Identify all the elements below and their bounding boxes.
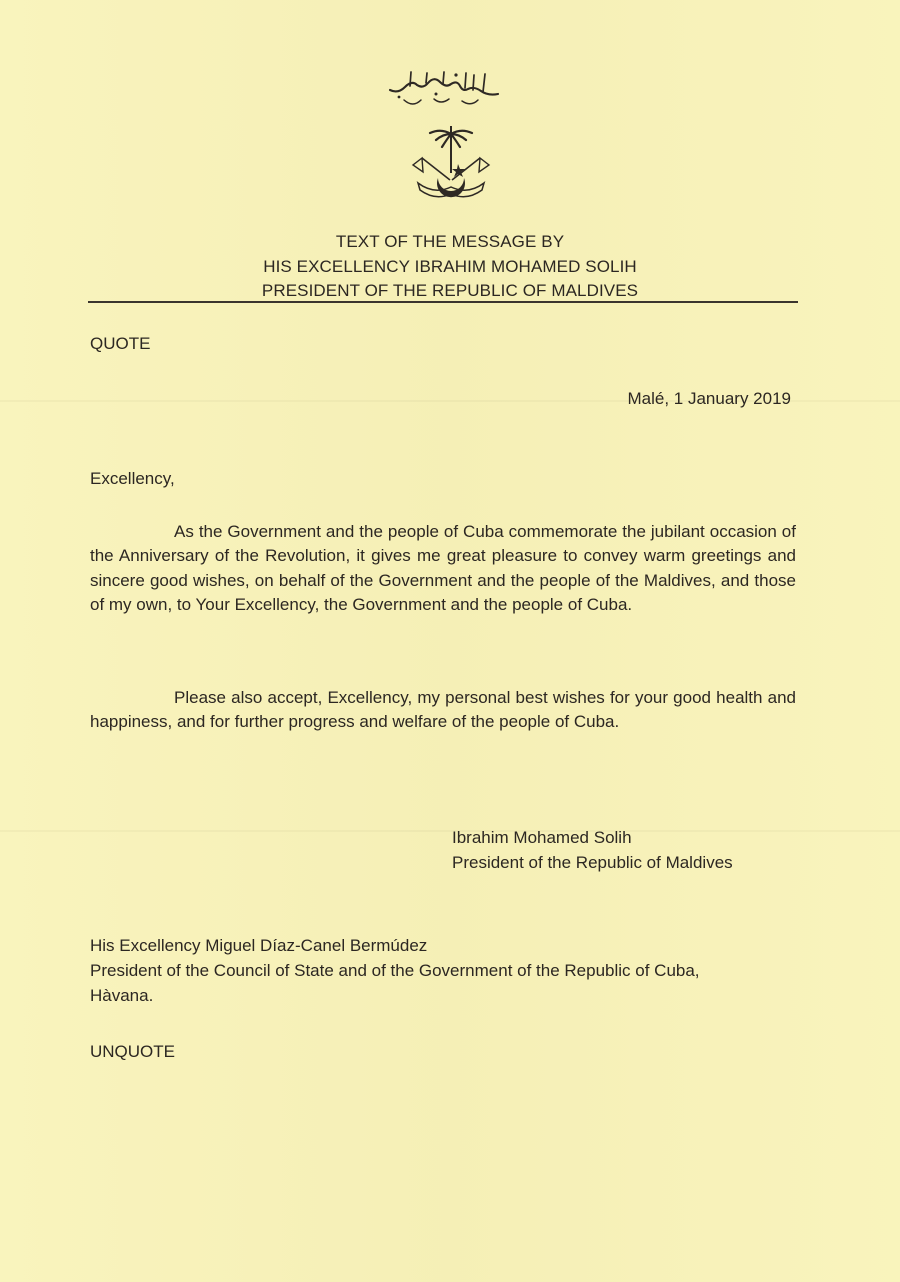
addressee-line-2: President of the Council of State and of the Government of the Republic of Cuba, bbox=[90, 961, 700, 980]
letter-date: Malé, 1 January 2019 bbox=[627, 389, 791, 408]
signature-block bbox=[452, 825, 733, 875]
body-paragraph-1: As the Government and the people of Cuba commemorate the jubilant occasion of the Anniversary of the Revolution, it gives me great pleasure to convey warm greetings and sincere good wishes, on behalf of the Government and the people of the Maldives, and those of my own, to Your Excellency, the Government and the people of Cuba. bbox=[90, 522, 796, 615]
signature-title: President of the Republic of Maldives bbox=[452, 853, 733, 872]
title-underline bbox=[88, 301, 798, 303]
paper-fold-line bbox=[0, 830, 900, 832]
title-line-1: TEXT OF THE MESSAGE BY bbox=[335, 232, 565, 251]
addressee-block bbox=[90, 933, 700, 1008]
quote-label: QUOTE bbox=[90, 334, 151, 353]
maldives-emblem-icon bbox=[402, 126, 500, 204]
addressee-line-1: His Excellency Miguel Díaz-Canel Bermúdez bbox=[90, 936, 428, 955]
salutation: Excellency, bbox=[90, 469, 175, 488]
message-title bbox=[0, 230, 900, 304]
body-paragraph-2: Please also accept, Excellency, my personal best wishes for your good health and happiness, and for further progress and welfare of the people of Cuba. bbox=[90, 688, 796, 732]
title-line-3: PRESIDENT OF THE REPUBLIC OF MALDIVES bbox=[261, 281, 639, 300]
basmala-calligraphy bbox=[378, 66, 510, 114]
addressee-line-3: Hàvana. bbox=[90, 986, 154, 1005]
title-line-2: HIS EXCELLENCY IBRAHIM MOHAMED SOLIH bbox=[263, 256, 637, 276]
signature-name: Ibrahim Mohamed Solih bbox=[452, 828, 632, 847]
unquote-label: UNQUOTE bbox=[90, 1042, 175, 1061]
